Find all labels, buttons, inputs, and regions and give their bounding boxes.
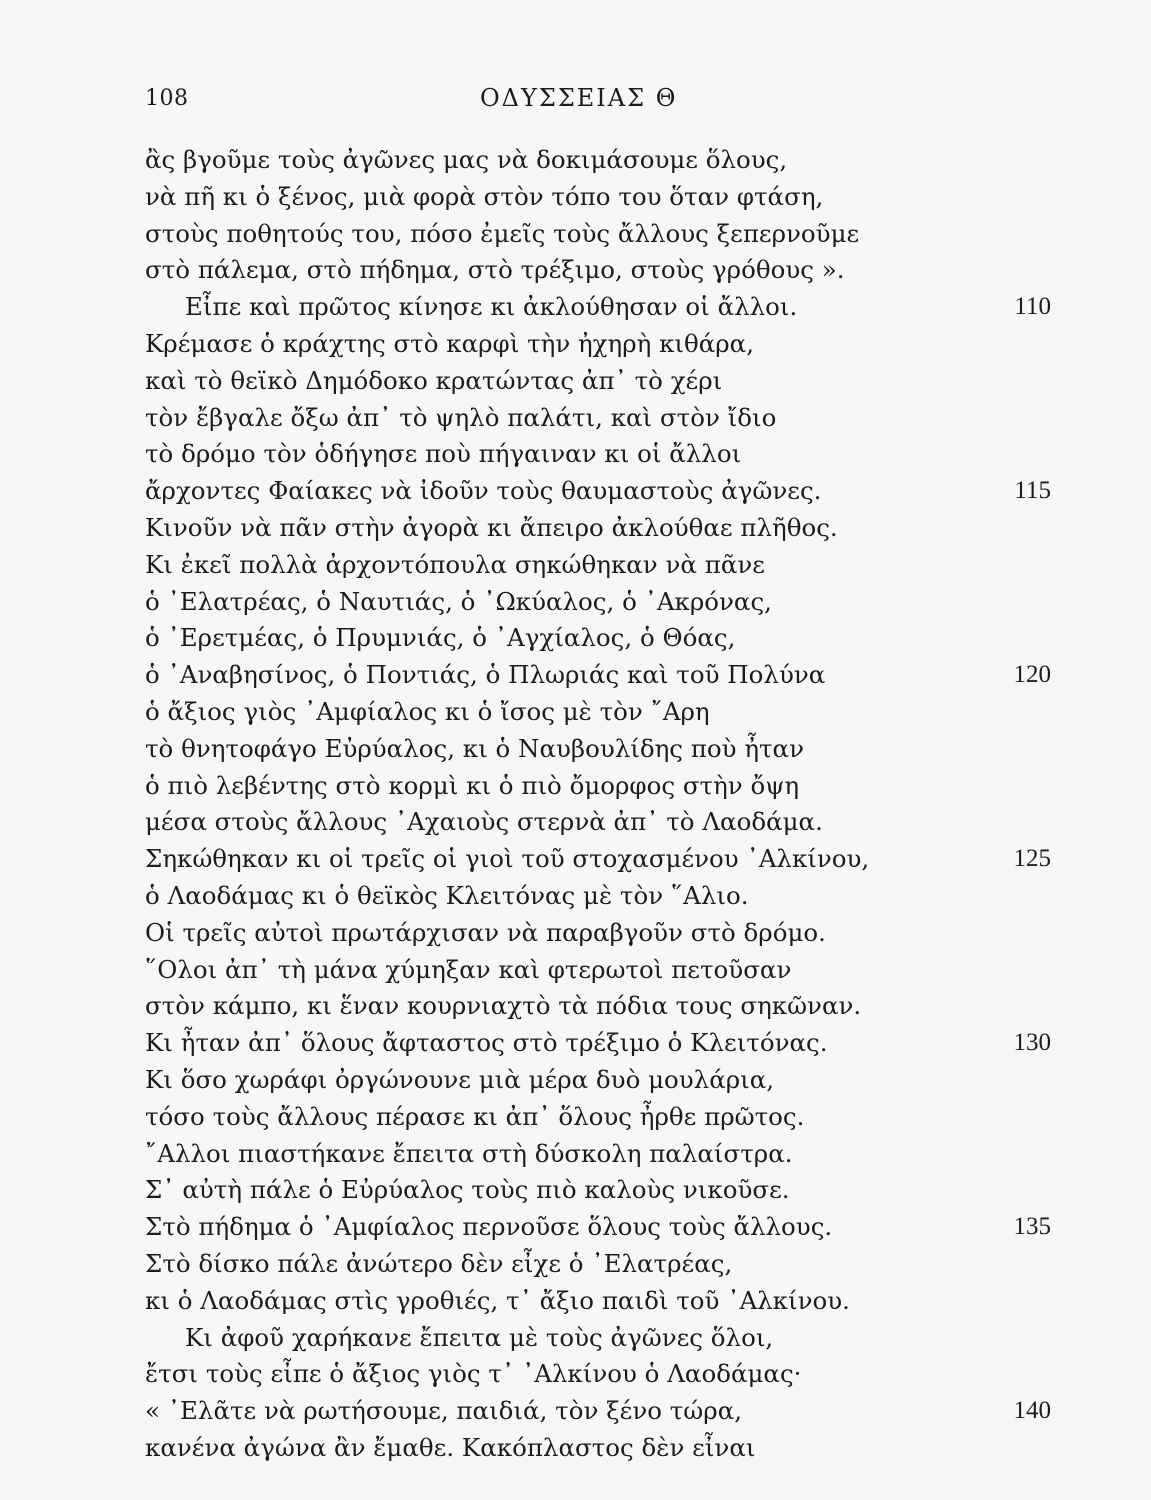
- verse-line: [0, 1209, 1151, 1246]
- verse-text: ὁ ᾿Ελατρέας, ὁ Ναυτιάς, ὁ ᾿Ωκύαλος, ὁ ᾿Ακρόνας,: [145, 586, 772, 616]
- verse-text: στὸν κάμπο, κι ἕναν κουρνιαχτὸ τὰ πόδια τους σηκῶναν.: [145, 991, 862, 1021]
- verse-line: [0, 179, 1151, 216]
- verse-line: [0, 510, 1151, 547]
- verse-text: Κι ἐκεῖ πολλὰ ἀρχοντόπουλα σηκώθηκαν νὰ πᾶνε: [145, 549, 765, 579]
- verse-text: ῎Αλλοι πιαστήκανε ἔπειτα στὴ δύσκολη παλαίστρα.: [145, 1138, 793, 1168]
- verse-text: κι ὁ Λαοδάμας στὶς γροθιές, τ᾽ ἄξιο παιδὶ τοῦ ᾿Αλκίνου.: [145, 1285, 850, 1315]
- verse-line: [0, 547, 1151, 584]
- verse-text: καὶ τὸ θεϊκὸ Δημόδοκο κρατώντας ἀπ᾽ τὸ χέρι: [145, 365, 723, 395]
- verse-line: [0, 1430, 1151, 1467]
- verse-text: ἔτσι τοὺς εἶπε ὁ ἄξιος γιὸς τ᾽ ᾿Αλκίνου ὁ Λαοδάμας·: [145, 1359, 802, 1389]
- verse-line: [0, 657, 1151, 694]
- verse-text: Οἱ τρεῖς αὐτοὶ πρωτάρχισαν νὰ παραβγοῦν στὸ δρόμο.: [145, 917, 826, 947]
- verse-line: [0, 1283, 1151, 1320]
- verse-line: [0, 768, 1151, 805]
- verse-line: [0, 1356, 1151, 1393]
- line-number: 110: [1014, 293, 1051, 321]
- verse-text: Κινοῦν νὰ πᾶν στὴν ἀγορὰ κι ἄπειρο ἀκλούθαε πλῆθος.: [145, 512, 838, 542]
- verse-line: [0, 289, 1151, 326]
- verse-line: [0, 620, 1151, 657]
- verse-text: Κι ὅσο χωράφι ὀργώνουνε μιὰ μέρα δυὸ μουλάρια,: [145, 1064, 775, 1094]
- verse-text: ὁ ἄξιος γιὸς ᾿Αμφίαλος κι ὁ ἴσος μὲ τὸν ῎Αρη: [145, 696, 710, 726]
- line-number: 130: [1013, 1029, 1051, 1057]
- verse-text: μέσα στοὺς ἄλλους ᾿Αχαιοὺς στερνὰ ἀπ᾽ τὸ Λαοδάμα.: [145, 807, 823, 837]
- verse-text: ὁ Λαοδάμας κι ὁ θεϊκὸς Κλειτόνας μὲ τὸν ῞Αλιο.: [145, 880, 749, 910]
- verse-text: Κι ἀφοῦ χαρήκανε ἔπειτα μὲ τοὺς ἀγῶνες ὅλοι,: [185, 1322, 774, 1352]
- verse-text: « ᾿Ελᾶτε νὰ ρωτήσουμε, παιδιά, τὸν ξένο τώρα,: [145, 1396, 743, 1426]
- verse-text: τὸν ἔβγαλε ὄξω ἀπ᾽ τὸ ψηλὸ παλάτι, καὶ στὸν ἴδιο: [145, 402, 777, 432]
- verse-line: [0, 731, 1151, 768]
- verse-text: κανένα ἀγώνα ἂν ἔμαθε. Κακόπλαστος δὲν εἶναι: [145, 1432, 756, 1462]
- verse-text: νὰ πῆ κι ὁ ξένος, μιὰ φορὰ στὸν τόπο του ὅταν φτάση,: [145, 181, 824, 211]
- verse-line: [0, 473, 1151, 510]
- verse-line: [0, 1320, 1151, 1357]
- verse-line: [0, 694, 1151, 731]
- verse-text: Στὸ δίσκο πάλε ἀνώτερο δὲν εἶχε ὁ ᾿Ελατρέας,: [145, 1248, 733, 1278]
- verse-line: [0, 878, 1151, 915]
- verse-text: Σηκώθηκαν κι οἱ τρεῖς οἱ γιοὶ τοῦ στοχασμένου ᾿Αλκίνου,: [145, 844, 870, 874]
- verse-text: στοὺς ποθητούς του, πόσο ἐμεῖς τοὺς ἄλλους ξεπερνοῦμε: [145, 218, 860, 248]
- verse-line: [0, 804, 1151, 841]
- verse-text: ὁ ᾿Ερετμέας, ὁ Πρυμνιάς, ὁ ᾿Αγχίαλος, ὁ Θόας,: [145, 623, 736, 653]
- verse-line: [0, 142, 1151, 179]
- verse-text: Σ᾽ αὐτὴ πάλε ὁ Εὐρύαλος τοὺς πιὸ καλοὺς νικοῦσε.: [145, 1175, 790, 1205]
- verse-text: Κι ἦταν ἀπ᾽ ὅλους ἄφταστος στὸ τρέξιμο ὁ Κλειτόνας.: [145, 1028, 828, 1058]
- verse-line: [0, 216, 1151, 253]
- verse-text: ὁ ᾿Αναβησίνος, ὁ Ποντιάς, ὁ Πλωριάς καὶ τοῦ Πολύνα: [145, 660, 826, 690]
- verse-line: [0, 436, 1151, 473]
- verse-text: ἄρχοντες Φαίακες νὰ ἰδοῦν τοὺς θαυμαστοὺς ἀγῶνες.: [145, 476, 822, 506]
- verse-line: [0, 1172, 1151, 1209]
- verse-line: [0, 1393, 1151, 1430]
- verse-line: [0, 363, 1151, 400]
- verse-text: στὸ πάλεμα, στὸ πήδημα, στὸ τρέξιμο, στοὺς γρόθους ».: [145, 255, 845, 285]
- verse-line: [0, 1246, 1151, 1283]
- verse-line: [0, 400, 1151, 437]
- verse-line: [0, 252, 1151, 289]
- line-number: 120: [1013, 661, 1051, 689]
- verse-line: [0, 326, 1151, 363]
- page-number: 108: [145, 86, 189, 111]
- verse-text: Κρέμασε ὁ κράχτης στὸ καρφὶ τὴν ἠχηρὴ κιθάρα,: [145, 328, 755, 358]
- verse-text: τὸ θνητοφάγο Εὐρύαλος, κι ὁ Ναυβουλίδης ποὺ ἦταν: [145, 733, 804, 763]
- verse-text: Εἶπε καὶ πρῶτος κίνησε κι ἀκλούθησαν οἱ ἄλλοι.: [185, 292, 798, 322]
- verse-line: [0, 1062, 1151, 1099]
- verse-text: ὁ πιὸ λεβέντης στὸ κορμὶ κι ὁ πιὸ ὄμορφος στὴν ὄψη: [145, 770, 800, 800]
- verse-text: Στὸ πήδημα ὁ ᾿Αμφίαλος περνοῦσε ὅλους τοὺς ἄλλους.: [145, 1212, 833, 1242]
- verse-line: [0, 841, 1151, 878]
- line-number: 135: [1013, 1213, 1051, 1241]
- verse-line: [0, 1025, 1151, 1062]
- verse-line: [0, 584, 1151, 621]
- verse-text: τὸ δρόμο τὸν ὁδήγησε ποὺ πήγαιναν κι οἱ ἄλλοι: [145, 439, 742, 469]
- verse-line: [0, 915, 1151, 952]
- page-header: [0, 86, 1151, 122]
- verse-text: ῞Ολοι ἀπ᾽ τὴ μάνα χύμηξαν καὶ φτερωτοὶ πετοῦσαν: [145, 954, 792, 984]
- verse-line: [0, 988, 1151, 1025]
- verse-block: [0, 142, 1151, 1467]
- line-number: 140: [1013, 1397, 1051, 1425]
- verse-line: [0, 1136, 1151, 1173]
- verse-line: [0, 1099, 1151, 1136]
- line-number: 125: [1013, 845, 1051, 873]
- verse-text: ἂς βγοῦμε τοὺς ἀγῶνες μας νὰ δοκιμάσουμε ὅλους,: [145, 145, 788, 174]
- verse-line: [0, 952, 1151, 989]
- verse-text: τόσο τοὺς ἄλλους πέρασε κι ἀπ᾽ ὅλους ἦρθε πρῶτος.: [145, 1101, 805, 1131]
- line-number: 115: [1014, 477, 1051, 505]
- running-title: ΟΔΥΣΣΕΙΑΣ Θ: [480, 84, 678, 112]
